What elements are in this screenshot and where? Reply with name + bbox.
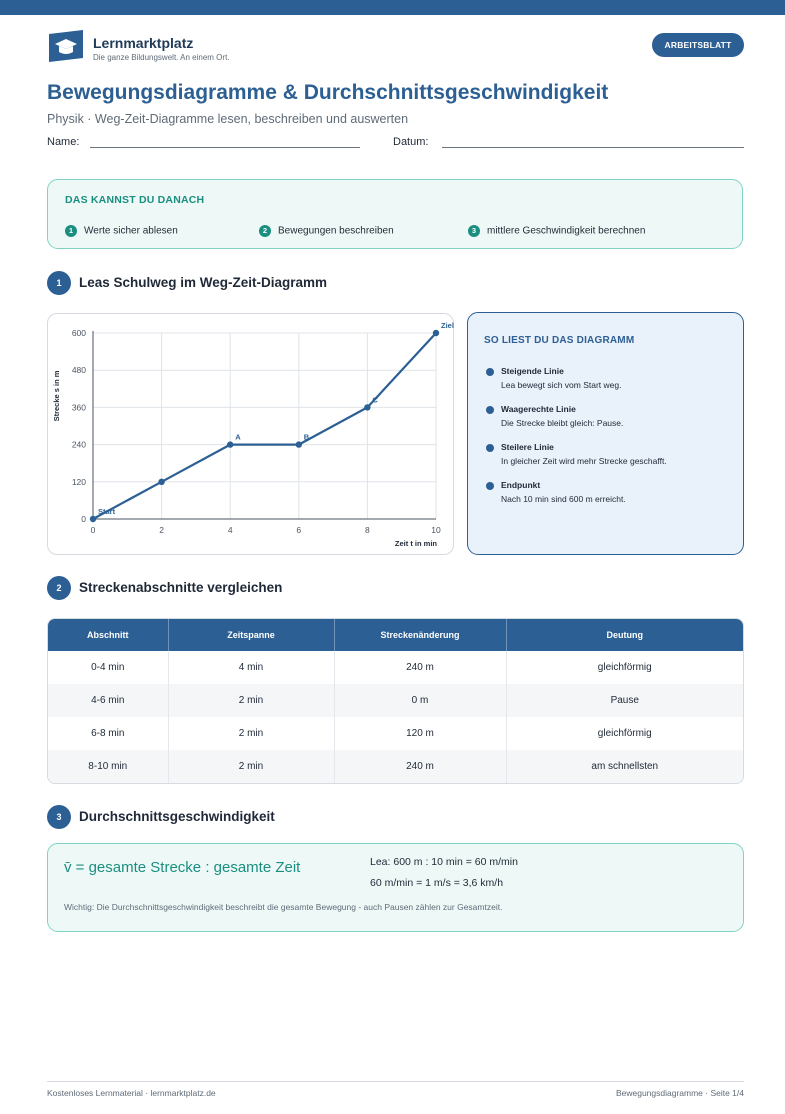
table-cell: Pause (506, 684, 743, 717)
table-cell: 2 min (168, 717, 334, 750)
bullet-icon (486, 368, 494, 376)
column-header: Abschnitt (48, 619, 168, 651)
guide-heading: Endpunkt (501, 480, 541, 490)
table-row (48, 684, 743, 717)
guide-text: Nach 10 min sind 600 m erreicht. (501, 494, 626, 504)
y-tick-label: 360 (71, 402, 86, 413)
table-cell: am schnellsten (506, 750, 743, 783)
goal-item (259, 225, 394, 239)
table-row (48, 651, 743, 684)
x-axis-label: Zeit t in min (394, 539, 437, 548)
data-point (364, 404, 370, 410)
table-cell: 4-6 min (48, 684, 168, 717)
bullet-icon (486, 482, 494, 490)
conversion-line: 60 m/min = 1 m/s = 3,6 km/h (370, 877, 504, 889)
guide-heading: Steilere Linie (501, 442, 554, 452)
section-number: 2 (47, 576, 71, 600)
section-title: Streckenabschnitte vergleichen (79, 580, 283, 595)
y-tick-label: 120 (71, 476, 86, 487)
x-tick-label: 6 (296, 525, 302, 535)
bullet-icon (486, 444, 494, 452)
table-cell: gleichförmig (597, 662, 652, 673)
section-number: 1 (47, 271, 71, 295)
goal-text: mittlere Geschwindigkeit berechnen (487, 225, 646, 237)
table-cell: 240 m (334, 651, 506, 684)
data-point (433, 330, 439, 336)
section-title: Durchschnittsgeschwindigkeit (79, 809, 275, 824)
page-title: Bewegungsdiagramme & Durchschnittsgeschwindigkeit (47, 81, 609, 104)
guide-text: In gleicher Zeit wird mehr Strecke geschafft. (501, 456, 667, 466)
table-cell: 2 min (168, 684, 334, 717)
learning-goals-box (47, 179, 743, 249)
guide-text: Die Strecke bleibt gleich: Pause. (501, 418, 624, 428)
section-number: 3 (47, 805, 71, 829)
goal-item (468, 225, 645, 239)
table-cell: 0-4 min (48, 651, 168, 684)
date-label: Datum: (393, 136, 429, 148)
goal-number: 2 (259, 225, 271, 237)
top-accent-bar (0, 0, 785, 15)
learning-goals-title: DAS KANNST DU DANACH (65, 194, 205, 206)
guide-heading: Waagerechte Linie (501, 404, 576, 414)
calculation-line: Lea: 600 m : 10 min = 60 m/min (370, 856, 518, 868)
data-series-line (93, 333, 436, 519)
guide-heading: Steigende Linie (501, 366, 564, 376)
distance-time-chart (47, 313, 454, 555)
footer-source[interactable]: Kostenloses Lernmaterial · lernmarktplatz.de (47, 1088, 216, 1098)
chart-reading-guide (467, 312, 744, 555)
table-cell: 240 m (334, 750, 506, 783)
table-cell: 6-8 min (48, 717, 168, 750)
goal-item (65, 225, 178, 239)
y-tick-label: 0 (81, 514, 86, 524)
goal-text: Bewegungen beschreiben (278, 225, 394, 237)
data-point (227, 441, 233, 447)
section-title: Leas Schulweg im Weg-Zeit-Diagramm (79, 275, 328, 290)
y-axis-label: Strecke s in m (52, 370, 61, 422)
segments-table (47, 618, 744, 784)
x-tick-label: 0 (90, 525, 96, 535)
point-label: Start (98, 507, 116, 516)
brand-name: Lernmarktplatz (93, 35, 194, 51)
goal-number: 3 (468, 225, 480, 237)
table-cell: 120 m (334, 717, 506, 750)
point-label: A (235, 432, 241, 442)
column-header: Deutung (506, 619, 743, 651)
table-row (48, 750, 743, 783)
point-label: B (303, 432, 310, 442)
formula-note: Wichtig: Die Durchschnittsgeschwindigkeit beschreibt die gesamte Bewegung - auch Pausen zählen zur Gesamtzeit. (64, 902, 503, 912)
y-tick-label: 600 (71, 328, 86, 338)
date-field[interactable] (442, 147, 744, 148)
graduation-cap-icon (47, 30, 85, 62)
data-point (90, 516, 96, 522)
brand-tagline: Die ganze Bildungswelt. An einem Ort. (93, 53, 230, 62)
data-point (296, 441, 302, 447)
x-tick-label: 4 (227, 525, 233, 535)
average-speed-formula: v̄ = gesamte Strecke : gesamte Zeit (64, 859, 301, 876)
x-tick-label: 8 (365, 525, 370, 535)
data-point (158, 479, 164, 485)
page-subtitle: Physik · Weg-Zeit-Diagramme lesen, beschreiben und auswerten (47, 112, 409, 126)
table-cell: gleichförmig (597, 728, 652, 739)
goal-number: 1 (65, 225, 77, 237)
table-cell: 8-10 min (48, 750, 168, 783)
name-label: Name: (47, 136, 80, 148)
table-row (48, 717, 743, 750)
footer-divider (47, 1081, 744, 1082)
formula-box (47, 843, 744, 932)
x-tick-label: 2 (159, 525, 164, 535)
bullet-icon (486, 406, 494, 414)
y-tick-label: 240 (71, 439, 86, 450)
point-label: C (372, 395, 378, 405)
table-cell: 0 m (334, 684, 506, 717)
x-tick-label: 10 (431, 525, 441, 535)
chart-svg (48, 314, 455, 556)
worksheet-badge: ARBEITSBLATT (652, 33, 744, 57)
column-header: Zeitspanne (168, 619, 334, 651)
guide-text: Lea bewegt sich vom Start weg. (501, 380, 622, 390)
point-label: Ziel (441, 321, 454, 330)
table-cell: 4 min (168, 651, 334, 684)
goal-text: Werte sicher ablesen (84, 225, 178, 237)
footer-page-info: Bewegungsdiagramme · Seite 1/4 (615, 1088, 744, 1098)
table-cell: 2 min (168, 750, 334, 783)
y-tick-label: 480 (71, 365, 86, 376)
guide-title: SO LIEST DU DAS DIAGRAMM (484, 335, 635, 346)
column-header: Streckenänderung (334, 619, 506, 651)
brand-logo[interactable] (47, 30, 297, 64)
name-field[interactable] (90, 147, 360, 148)
